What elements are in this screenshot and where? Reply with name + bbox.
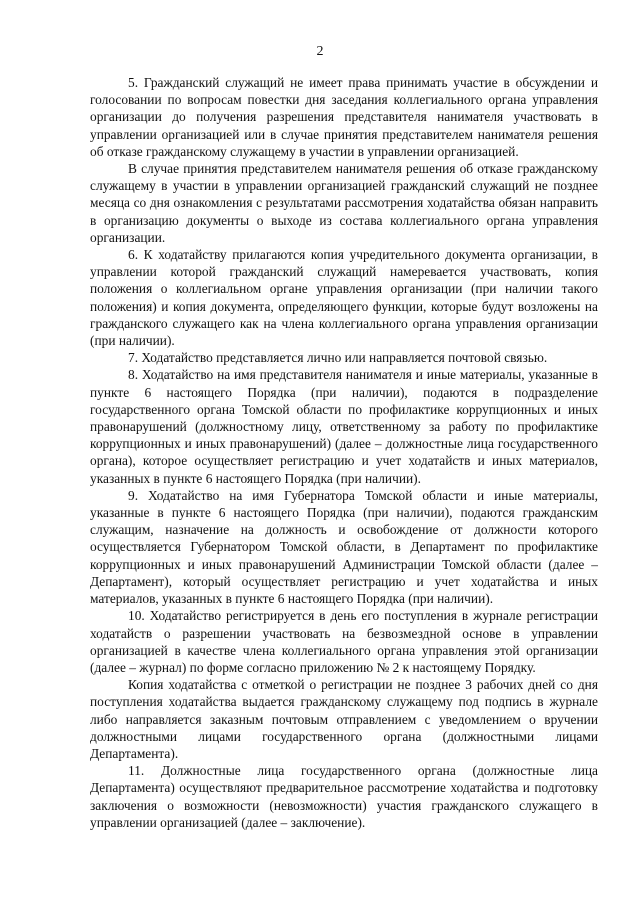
paragraph-5: 5. Гражданский служащий не имеет права принимать участие в обсуждении и голосовании по вопросам повестки дня заседания коллегиального органа управления организации до получения разрешения представителя нанимателя участвовать в управлении организацией или в случае принятия представителем нанимателя решения об отказе гражданскому служащему в участии в управлении организацией. <box>90 75 598 159</box>
paragraph-10-continued: Копия ходатайства с отметкой о регистрации не позднее 3 рабочих дней со дня поступления ходатайства выдается гражданскому служащему под подпись в журнале либо направляется заказным почтовым отправлением с уведомлением о вручении должностными лицами государственного органа (должностными лицами Департамента). <box>90 677 598 761</box>
document-body <box>90 74 598 831</box>
paragraph-7: 7. Ходатайство представляется лично или направляется почтовой связью. <box>128 350 548 366</box>
paragraph-5-continued: В случае принятия представителем нанимателя решения об отказе гражданскому служащему в участии в управлении организацией гражданский служащий не позднее месяца со дня ознакомления с результатами рассмотрения ходатайства обязан направить в организацию документы о выходе из состава коллегиального органа управления организации. <box>90 161 598 245</box>
paragraph-9: 9. Ходатайство на имя Губернатора Томской области и иные материалы, указанные в пункте 6 настоящего Порядка (при наличии), подаются гражданским служащим, назначение на должность и освобождение от должности которого осуществляется Губернатором Томской области, в Департамент по профилактике коррупционных и иных правонарушений Администрации Томской области (далее – Департамент), который осуществляет регистрацию и учет ходатайства и иных материалов, указанных в пункте 6 настоящего Порядка (при наличии). <box>90 487 598 607</box>
page-number: 2 <box>316 44 324 59</box>
paragraph-10: 10. Ходатайство регистрируется в день его поступления в журнале регистрации ходатайств о разрешении участвовать на безвозмездной основе в управлении организацией в качестве члена коллегиального органа управления этой организации (далее – журнал) по форме согласно приложению № 2 к настоящему Порядку. <box>90 608 598 675</box>
paragraph-11: 11. Должностные лица государственного органа (должностные лица Департамента) осуществляют предварительное рассмотрение ходатайства и подготовку заключения о возможности (невозможности) участия гражданского служащего в управлении организацией (далее – заключение). <box>90 763 598 830</box>
paragraph-8: 8. Ходатайство на имя представителя нанимателя и иные материалы, указанные в пункте 6 настоящего Порядка (при наличии), подаются в подразделение государственного органа Томской области по профилактике коррупционных и иных правонарушений (должностному лицу, ответственному за работу по профилактике коррупционных и иных правонарушений) (далее – должностные лица государственного органа), которое осуществляет регистрацию и учет ходатайств и иных материалов, указанных в пункте 6 настоящего Порядка (при наличии). <box>90 367 598 486</box>
paragraph-6: 6. К ходатайству прилагаются копия учредительного документа организации, в управлении которой гражданский служащий намеревается участвовать, копия положения о коллегиальном органе управления организации (при наличии такого положения) и копия документа, определяющего функции, которые будут возложены на гражданского служащего как на члена коллегиального органа управления организации (при наличии). <box>90 247 598 349</box>
